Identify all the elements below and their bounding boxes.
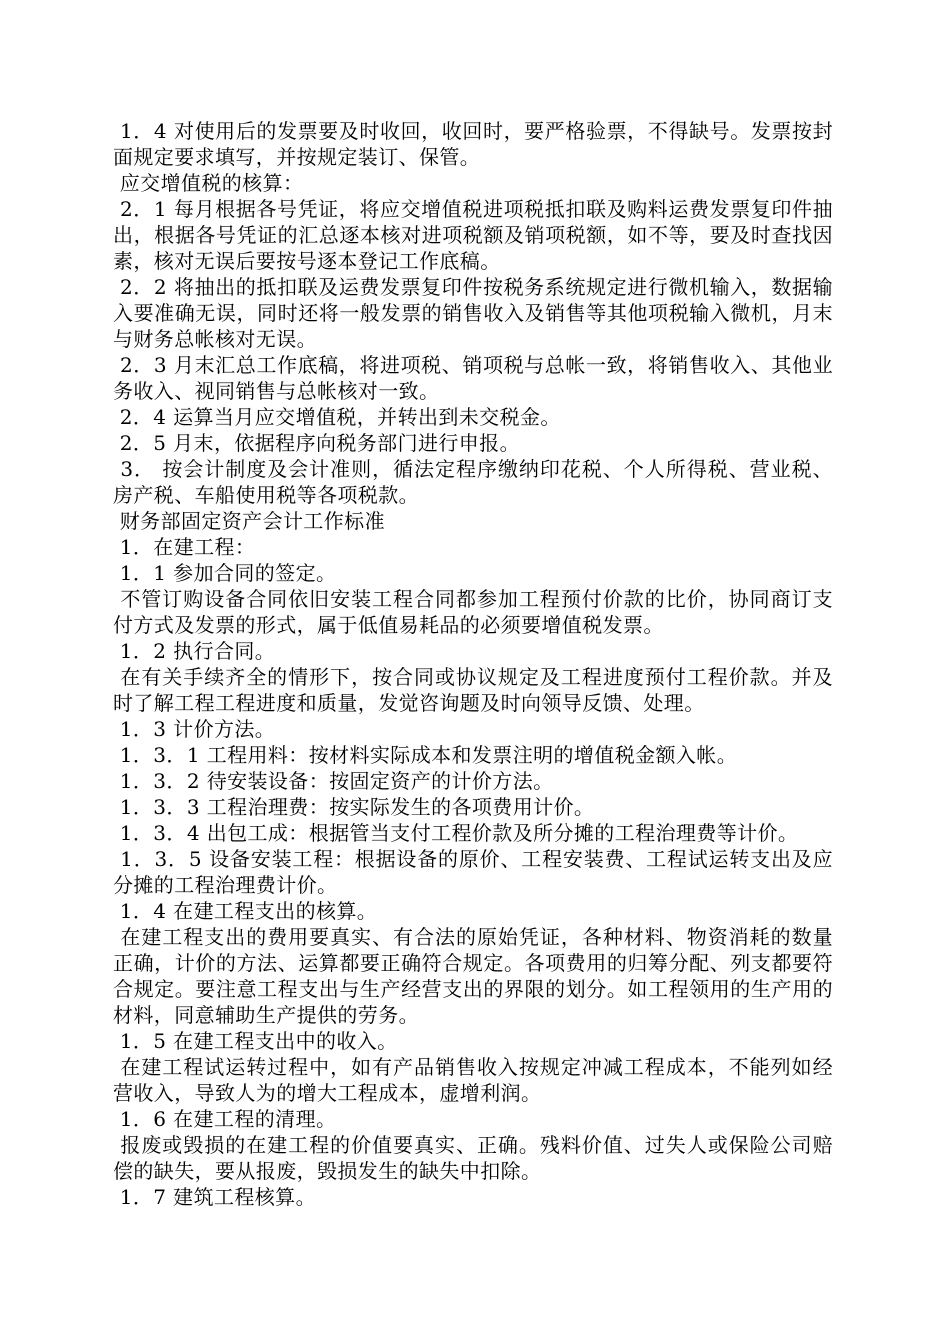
paragraph-1-5: 1．5 在建工程支出中的收入。 bbox=[113, 1029, 398, 1053]
paragraph-1-3-3: 1．3．3 工程治理费：按实际发生的各项费用计价。 bbox=[113, 795, 595, 819]
paragraph-1-3-1: 1．3．1 工程用料：按材料实际成本和发票注明的增值税金额入帐。 bbox=[113, 743, 738, 767]
paragraph-1-4-body: 在建工程支出的费用要真实、有合法的原始凭证，各种材料、物资消耗的数量正确，计价的方法、运算都要正确符合规定。各项费用的归筹分配、列支都要符合规定。要注意工程支出与生产经营支出的界限的划分。如工程领用的生产用的材料，同意辅助生产提供的劳务。 bbox=[113, 925, 833, 1027]
paragraph-1-1: 1．1 参加合同的签定。 bbox=[113, 561, 337, 585]
heading-1-construction: 1．在建工程： bbox=[113, 535, 256, 559]
paragraph-2-2: 2．2 将抽出的抵扣联及运费发票复印件按税务系统规定进行微机输入，数据输入要准确无误，同时还将一般发票的销售收入及销售等其他项税输入微机，月末与财务总帐核对无误。 bbox=[113, 275, 833, 351]
heading-fixed-asset-standard: 财务部固定资产会计工作标准 bbox=[113, 509, 385, 533]
paragraph-1-3: 1．3 计价方法。 bbox=[113, 717, 276, 741]
paragraph-1-6-body: 报废或毁损的在建工程的价值要真实、正确。残料价值、过失人或保险公司赔偿的缺失，要从报废，毁损发生的缺失中扣除。 bbox=[113, 1133, 833, 1183]
paragraph-1-4: 1．4 在建工程支出的核算。 bbox=[113, 899, 378, 923]
paragraph-1-7: 1．7 建筑工程核算。 bbox=[113, 1185, 316, 1209]
paragraph-1-3-4: 1．3．4 出包工成：根据管当支付工程价款及所分摊的工程治理费等计价。 bbox=[113, 821, 799, 845]
paragraph-2-1: 2．1 每月根据各号凭证，将应交增值税进项税抵扣联及购料运费发票复印件抽出，根据各号凭证的汇总逐本核对进项税额及销项税额，如不等，要及时查找因素，核对无误后要按号逐本登记工作底稿。 bbox=[113, 197, 833, 273]
paragraph-3: 3． 按会计制度及会计准则，循法定程序缴纳印花税、个人所得税、营业税、房产税、车船使用税等各项税款。 bbox=[113, 457, 833, 507]
paragraph-1-4-invoice-return: 1．4 对使用后的发票要及时收回，收回时，要严格验票，不得缺号。发票按封面规定要求填写，并按规定装订、保管。 bbox=[113, 119, 833, 169]
paragraph-1-5-body: 在建工程试运转过程中，如有产品销售收入按规定冲减工程成本，不能列如经营收入，导致人为的增大工程成本，虚增利润。 bbox=[113, 1055, 833, 1105]
paragraph-1-3-2: 1．3．2 待安装设备：按固定资产的计价方法。 bbox=[113, 769, 554, 793]
paragraph-2-3: 2．3 月末汇总工作底稿，将进项税、销项税与总帐一致，将销售收入、其他业务收入、视同销售与总帐核对一致。 bbox=[113, 353, 833, 403]
document-page bbox=[113, 118, 833, 1210]
paragraph-2-4: 2．4 运算当月应交增值税，并转出到未交税金。 bbox=[113, 405, 561, 429]
paragraph-1-2: 1．2 执行合同。 bbox=[113, 639, 276, 663]
paragraph-1-2-body: 在有关手续齐全的情形下，按合同或协议规定及工程进度预付工程价款。并及时了解工程工程进度和质量，发觉咨询题及时向领导反馈、处理。 bbox=[113, 665, 833, 715]
heading-vat-accounting: 应交增值税的核算： bbox=[113, 171, 304, 195]
paragraph-1-6: 1．6 在建工程的清理。 bbox=[113, 1107, 337, 1131]
paragraph-2-5: 2．5 月末，依据程序向税务部门进行申报。 bbox=[113, 431, 520, 455]
paragraph-1-1-body: 不管订购设备合同依旧安装工程合同都参加工程预付价款的比价，协同商订支付方式及发票的形式，属于低值易耗品的必须要增值税发票。 bbox=[113, 587, 833, 637]
paragraph-1-3-5: 1．3．5 设备安装工程：根据设备的原价、工程安装费、工程试运转支出及应分摊的工程治理费计价。 bbox=[113, 847, 833, 897]
